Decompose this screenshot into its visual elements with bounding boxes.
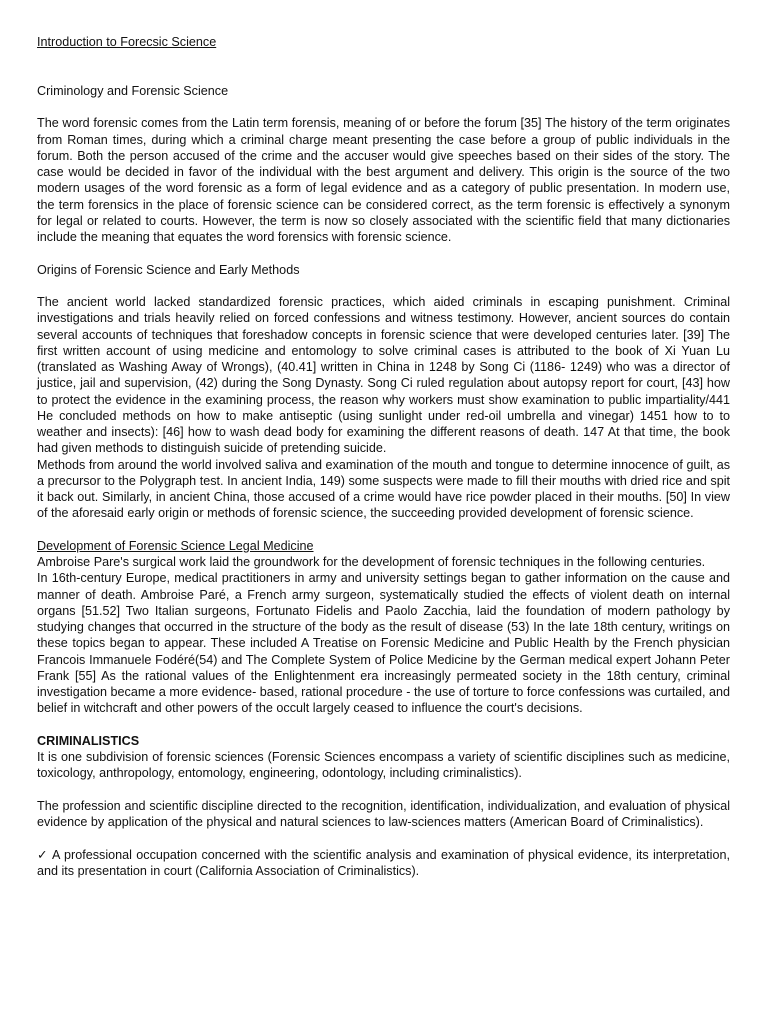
section-heading-criminalistics: CRIMINALISTICS xyxy=(37,733,140,748)
section-heading-legal-medicine: Development of Forensic Science Legal Medicine xyxy=(37,538,314,553)
section-heading-origins: Origins of Forensic Science and Early Methods xyxy=(37,262,300,277)
paragraph-pare-groundwork: Ambroise Pare's surgical work laid the groundwork for the development of forensic techniques in the following centuries. xyxy=(37,555,706,569)
document-page xyxy=(37,34,730,879)
paragraph-professional-occupation: ✓ A professional occupation concerned with the scientific analysis and examination of physical evidence, its interpretation, and its presentation in court (California Association of Criminalistics). xyxy=(37,847,730,878)
paragraph-profession-definition: The profession and scientific discipline directed to the recognition, identification, individualization, and evaluation of physical evidence by application of the physical and natural sciences to law-sciences matters (American Board of Criminalistics). xyxy=(37,798,730,829)
document-title: Introduction to Forecsic Science xyxy=(37,35,217,49)
paragraph-ancient-world: The ancient world lacked standardized forensic practices, which aided criminals in escaping punishment. Criminal investigations and trials heavily relied on forced confessions and witness testimony. However, ancient sources do contain several accounts of techniques that foreshadow concepts in forensic science that were developed centuries later. [39] The first written account of using medicine and entomology to solve criminal cases is attributed to the book of Xi Yuan Lu (translated as Washing Away of Wrongs), (40.41] written in China in 1248 by Song Ci (1186- 1249) who was a director of justice, jail and supervision, (42) during the Song Dynasty. Song Ci ruled regulation about autopsy report for court, [43] how to protect the evidence in the examining process, the reason why workers must show examination to public impartiality/441 He concluded methods on how to make antiseptic (using sunlight under red-oil umbrella and vinegar) 1451 how to to weather and insects): [46] how to wash dead body for examining the different reasons of death. 147 At that time, the book had given methods to distinguish suicide of pretending suicide. xyxy=(37,295,730,456)
section-heading-criminology: Criminology and Forensic Science xyxy=(37,83,229,98)
paragraph-forensic-etymology: The word forensic comes from the Latin term forensis, meaning of or before the forum [35] The history of the term originates from Roman times, during which a criminal charge meant presenting the case before a group of public individuals in the forum. Both the person accused of the crime and the accuser would give speeches based on their sides of the story. The case would be decided in favor of the individual with the best argument and delivery. This origin is the source of the two modern usages of the word forensic as a form of legal evidence and as a category of public presentation. In modern use, the term forensics in the place of forensic science can be considered correct, as the term forensic is effectively a synonym for legal or related to courts. However, the term is now so closely associated with the scientific field that many dictionaries include the meaning that equates the word forensics with forensic science. xyxy=(37,116,730,244)
paragraph-ancient-methods: Methods from around the world involved saliva and examination of the mouth and tongue to determine innocence of guilt, as a precursor to the Polygraph test. In ancient India, 149) some suspects were made to fill their mouths with dried rice and spit it back out. Similarly, in ancient China, those accused of a crime would have rice powder placed in their mouths. [50] In view of the aforesaid early origin or methods of forensic science, the succeeding provided development of forensic science. xyxy=(37,457,730,521)
paragraph-16th-century: In 16th-century Europe, medical practitioners in army and university settings began to gather information on the cause and manner of death. Ambroise Paré, a French army surgeon, systematically studied the effects of violent death on internal organs [51.52] Two Italian surgeons, Fortunato Fidelis and Paolo Zacchia, laid the foundation of modern pathology by studying changes that occurred in the structure of the body as the result of disease (53) In the late 18th century, writings on these topics began to appear. These included A Treatise on Forensic Medicine and Public Health by the French physician Francois Immanuele Fodéré(54) and The Complete System of Police Medicine by the German medical expert Johann Peter Frank [55] As the rational values of the Enlightenment era increasingly permeated society in the 18th century, criminal investigation became a more evidence- based, rational procedure - the use of torture to force confessions was curtailed, and belief in witchcraft and other powers of the occult largely ceased to influence the court's decisions. xyxy=(37,571,730,716)
paragraph-subdivision: It is one subdivision of forensic sciences (Forensic Sciences encompass a variety of scientific disciplines such as medicine, toxicology, anthropology, entomology, engineering, odontology, including criminalistics). xyxy=(37,750,730,781)
